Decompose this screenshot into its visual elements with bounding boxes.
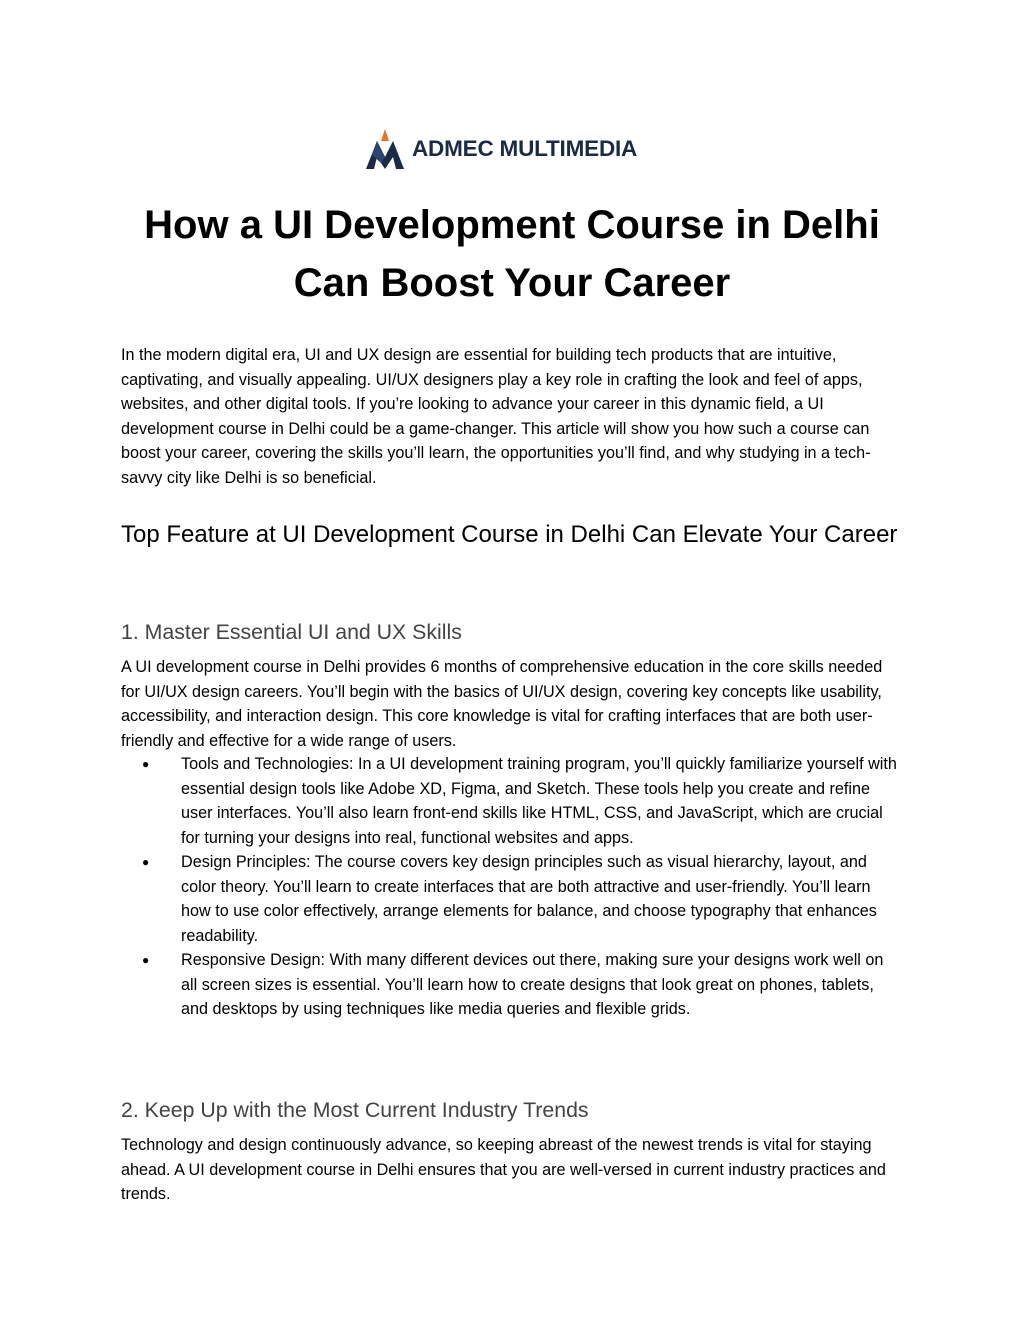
section-heading: Top Feature at UI Development Course in Delhi Can Elevate Your Career bbox=[121, 521, 898, 548]
list-item bbox=[121, 850, 903, 948]
intro-paragraph: In the modern digital era, UI and UX design are essential for building tech products that are intuitive, captivating, and visually appealing. UI/UX designers play a key role in crafting the look and feel of apps, websites, and other digital tools. If you’re looking to advance your career in this dynamic field, a UI development course in Delhi could be a game-changer. This article will show you how such a course can boost your career, covering the skills you’ll learn, the opportunities you’ll find, and why studying in a tech-savvy city like Delhi is so beneficial. bbox=[121, 346, 871, 487]
bullet-text: Responsive Design: With many different devices out there, making sure your designs work well on all screen sizes is essential. You’ll learn how to create designs that look great on phones, tablets, and desktops by using techniques like media queries and flexible grids. bbox=[181, 951, 884, 1018]
logo-text: ADMEC MULTIMEDIA bbox=[412, 136, 638, 161]
admec-mountain-logo-icon bbox=[366, 127, 404, 171]
bullet-icon: ● bbox=[142, 953, 150, 967]
section2-heading: 2. Keep Up with the Most Current Industry Trends bbox=[121, 1098, 589, 1122]
page-title: How a UI Development Course in Delhi Can Boost Your Career bbox=[144, 203, 880, 305]
admec-logo bbox=[366, 126, 637, 172]
bullet-text: Design Principles: The course covers key design principles such as visual hierarchy, layout, and color theory. You’ll learn to create interfaces that are both attractive and user-friendly. You’ll learn how to use color effectively, arrange elements for balance, and choose typography that enhances readability. bbox=[181, 853, 877, 945]
section1-bullet-list bbox=[121, 752, 903, 1022]
list-item bbox=[121, 752, 903, 850]
bullet-icon: ● bbox=[142, 757, 150, 771]
bullet-text: Tools and Technologies: In a UI development training program, you’ll quickly familiarize yourself with essential design tools like Adobe XD, Figma, and Sketch. These tools help you create and refine user interfaces. You’ll also learn front-end skills like HTML, CSS, and JavaScript, which are crucial for turning your designs into real, functional websites and apps. bbox=[181, 755, 897, 847]
section1-paragraph: A UI development course in Delhi provides 6 months of comprehensive education in the core skills needed for UI/UX design careers. You’ll begin with the basics of UI/UX design, covering key concepts like usability, accessibility, and interaction design. This core knowledge is vital for crafting interfaces that are both user-friendly and effective for a wide range of users. bbox=[121, 658, 883, 750]
bullet-icon: ● bbox=[142, 855, 150, 869]
list-item bbox=[121, 948, 903, 1022]
section2-paragraph: Technology and design continuously advance, so keeping abreast of the newest trends is vital for staying ahead. A UI development course in Delhi ensures that you are well-versed in current industry practices and trends. bbox=[121, 1136, 886, 1203]
section1-heading: 1. Master Essential UI and UX Skills bbox=[121, 620, 462, 644]
